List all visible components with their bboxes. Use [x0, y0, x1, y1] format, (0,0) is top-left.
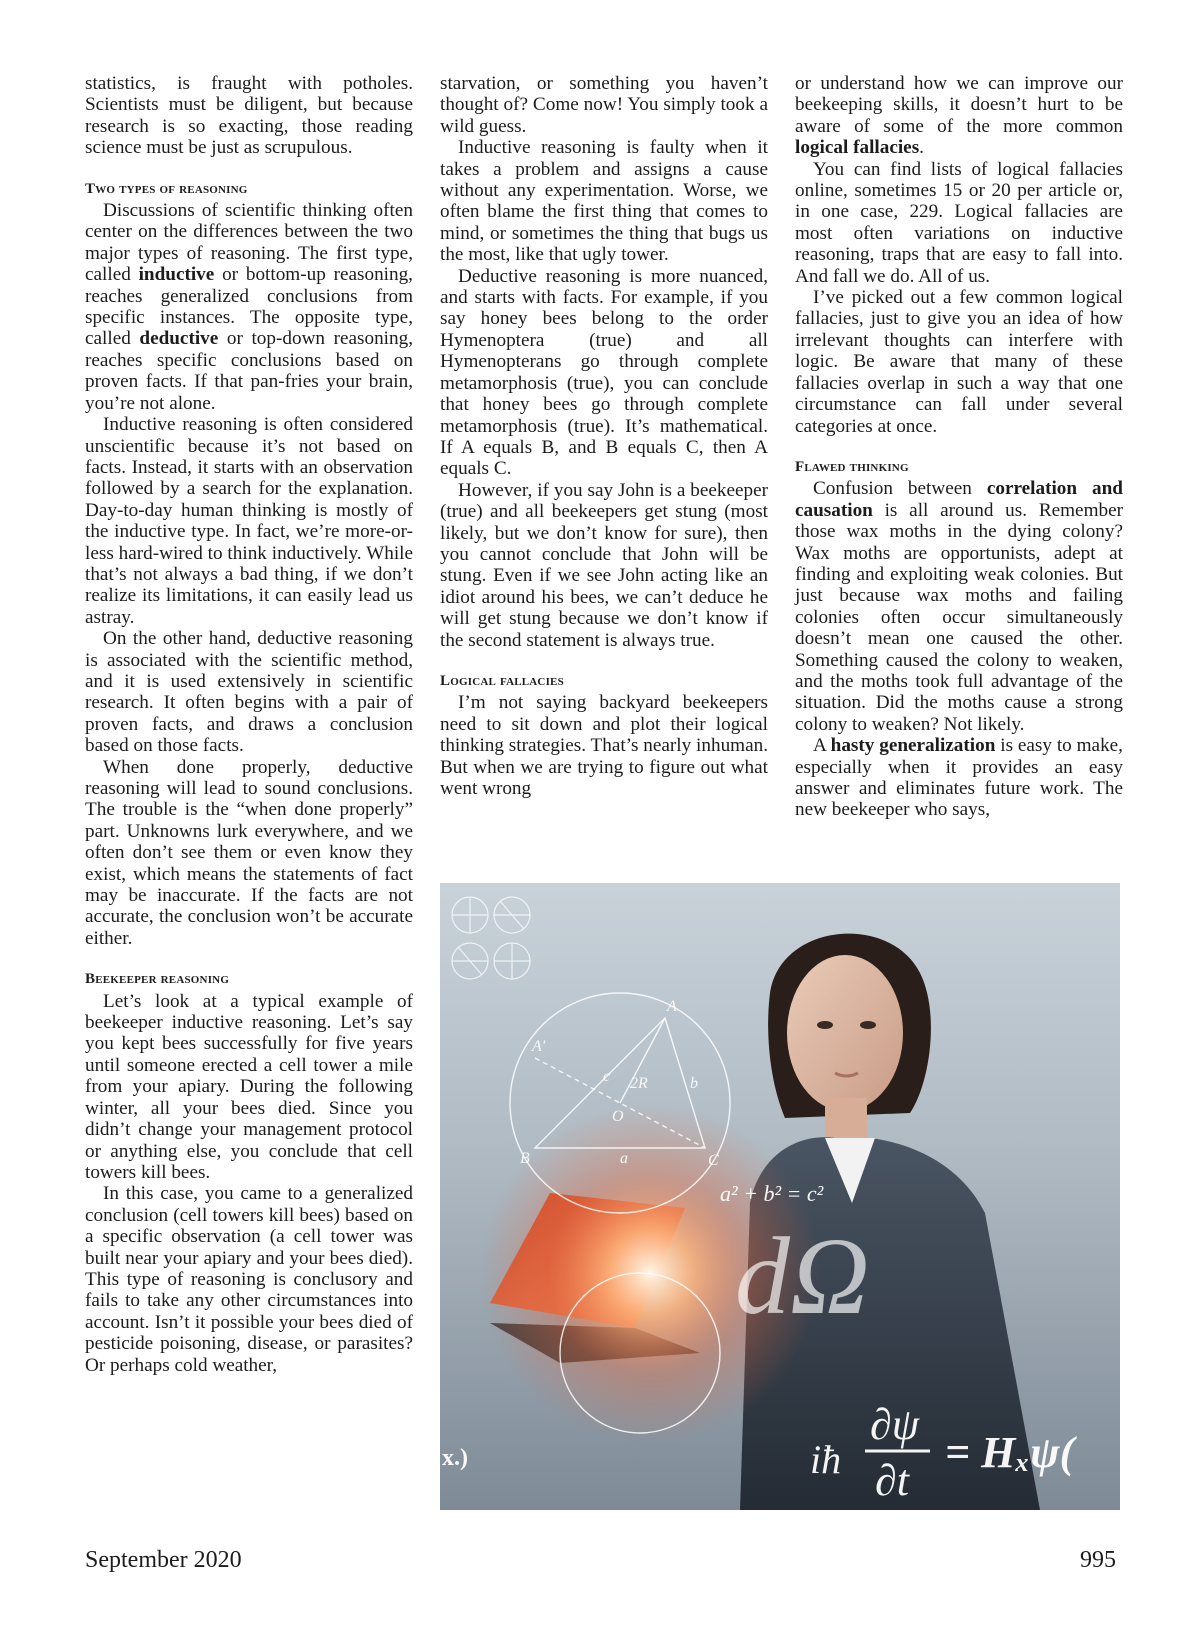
paragraph: Inductive reasoning is often considered unscientific because it’s not based on facts. Instead, it starts with an observation followed by a search for the explanation. Day-to-day human thinking is mostly of the inductive type. In fact, we’re more-or-less hard-wired to think inductively. While that’s not always a bad thing, if we don’t realize its limitations, it can easily lead us astray.: [85, 414, 413, 628]
paragraph: statistics, is fraught with potholes. Scientists must be diligent, but because research is so exacting, those reading science must be just as scrupulous.: [85, 73, 413, 159]
section-heading-two-types: Two types of reasoning: [85, 180, 248, 197]
paragraph: Inductive reasoning is faulty when it takes a problem and assigns a cause without any experimentation. Worse, we often blame the first thing that comes to mind, or sometimes the thing that bugs us the most, like that ugly tower.: [440, 137, 768, 266]
section-heading-logical-fallacies: Logical fallacies: [440, 672, 564, 689]
equation-text: x.): [442, 1445, 468, 1471]
paragraph: When done properly, deductive reasoning will lead to sound conclusions. The trouble is the “when done properly” part. Unknowns lurk everywhere, and we often don’t see them or even know they exist, which means the statements of fact may be inaccurate. If the facts are not accurate, the conclusion won’t be accurate either.: [85, 756, 413, 949]
paragraph: or understand how we can improve our beekeeping skills, it doesn’t hurt to be aware of some of the more common logical fallacies.: [795, 73, 1123, 159]
diagram-label: a: [620, 1150, 628, 1167]
section-heading-beekeeper: Beekeeper reasoning: [85, 971, 230, 988]
equation-text: ∂ψ: [870, 1400, 920, 1449]
article-column-2: [440, 73, 768, 799]
paragraph: On the other hand, deductive reasoning is associated with the scientific method, and it is used extensively in scientific research. It often begins with a pair of proven facts, and draws a conclusion based on those facts.: [85, 628, 413, 757]
page-number: 995: [1080, 1547, 1116, 1573]
photo-illustration: [440, 883, 1120, 1510]
diagram-label: c: [603, 1068, 611, 1085]
equation-text: ∂t: [875, 1456, 909, 1505]
article-column-1: [85, 73, 413, 1376]
paragraph: I’ve picked out a few common logical fallacies, just to give you an idea of how irrelevant thoughts can interfere with logic. Be aware that many of these fallacies overlap in such a way that one circumstance can fall under several categories at once.: [795, 287, 1123, 437]
pie-glyphs: [452, 897, 530, 979]
paragraph: Deductive reasoning is more nuanced, and starts with facts. For example, if you say honey bees belong to the order Hymenoptera (true) and all Hymenopterans go through complete metamorphosis (true), you can conclude that honey bees go through complete metamorphosis (true). It’s mathematical. If A equals B, and B equals C, then A equals C.: [440, 265, 768, 480]
issue-date: September 2020: [85, 1547, 242, 1573]
article-photo: [440, 883, 1120, 1510]
diagram-label: B: [520, 1150, 530, 1167]
diagram-label: b: [690, 1075, 698, 1092]
paragraph: starvation, or something you haven’t thought of? Come now! You simply took a wild guess.: [440, 73, 768, 137]
diagram-label: C: [708, 1152, 719, 1169]
paragraph: Confusion between correlation and causation is all around us. Remember those wax moths in the dying colony? Wax moths are opportunists, adept at finding and exploiting weak colonies. But just because wax moths and failing colonies often occur simultaneously doesn’t mean one caused the other. Something caused the colony to weaken, and the moths took full advantage of the situation. Did the moths cause a strong colony to weaken? Not likely.: [795, 478, 1123, 735]
equation-text: = Hₓψ(: [945, 1428, 1075, 1477]
paragraph: Let’s look at a typical example of beekeeper inductive reasoning. Let’s say you kept bees successfully for five years until someone erected a cell tower a mile from your apiary. During the following winter, all your bees died. Since you didn’t change your management protocol or anything else, you conclude that cell towers kill bees.: [85, 990, 413, 1183]
paragraph: However, if you say John is a beekeeper (true) and all beekeepers get stung (most likely, but we don’t know for sure), then you cannot conclude that John will be stung. Even if we see John acting like an idiot around his bees, we can’t deduce he will get stung because we don’t know if the second statement is always true.: [440, 479, 768, 651]
paragraph: You can find lists of logical fallacies online, sometimes 15 or 20 per article or, in one case, 229. Logical fallacies are most often variations on inductive reasoning, traps that are easy to fall into. And fall we do. All of us.: [795, 158, 1123, 287]
diagram-label: 2R: [630, 1075, 648, 1092]
paragraph: A hasty generalization is easy to make, especially when it provides an easy answer and eliminates future work. The new beekeeper who says,: [795, 735, 1123, 821]
paragraph: Discussions of scientific thinking often center on the differences between the two major types of reasoning. The first type, called inductive or bottom-up reasoning, reaches generalized conclusions from specific instances. The opposite type, called deductive or top-down reasoning, reaches specific conclusions based on proven facts. If that pan-fries your brain, you’re not alone.: [85, 200, 413, 414]
diagram-label: A': [532, 1038, 546, 1055]
equation-text: a² + b² = c²: [720, 1181, 824, 1206]
equation-text: dΩ: [735, 1215, 870, 1337]
equation-text: iħ: [810, 1437, 842, 1482]
section-heading-flawed-thinking: Flawed thinking: [795, 458, 909, 475]
paragraph: In this case, you came to a generalized conclusion (cell towers kill bees) based on a specific observation (a cell tower was built near your apiary and your bees died). This type of reasoning is conclusory and fails to take any other circumstances into account. Isn’t it possible your bees died of pesticide poisoning, disease, or parasites? Or perhaps cold weather,: [85, 1183, 413, 1376]
diagram-label: O: [612, 1108, 624, 1125]
paragraph: I’m not saying backyard beekeepers need to sit down and plot their logical thinking strategies. That’s nearly inhuman. But when we are trying to figure out what went wrong: [440, 692, 768, 799]
diagram-label: A: [667, 998, 677, 1015]
article-column-3: [795, 73, 1123, 821]
